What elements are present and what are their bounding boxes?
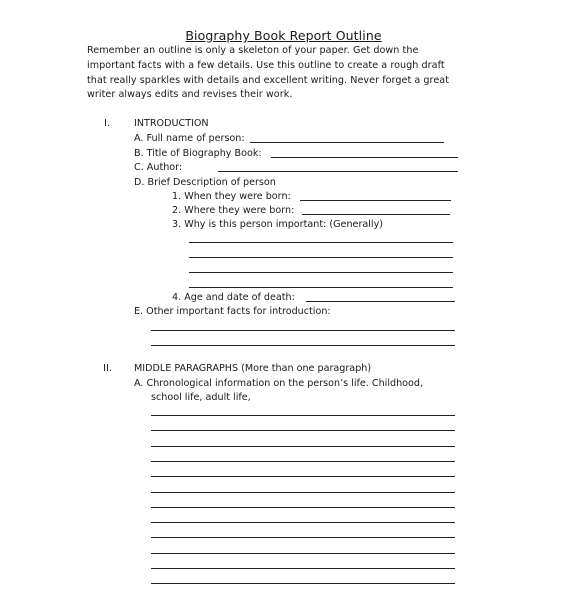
middle-paragraph-blank[interactable] xyxy=(151,568,455,569)
born-where-blank[interactable] xyxy=(302,214,450,215)
importance-blank[interactable] xyxy=(189,272,453,273)
born-when-blank[interactable] xyxy=(300,200,451,201)
item-author-label: C. Author: xyxy=(134,162,183,173)
section-1-heading: INTRODUCTION xyxy=(134,118,209,129)
middle-paragraph-blank[interactable] xyxy=(151,522,455,523)
intro-line: Remember an outline is only a skeleton of your paper. Get down the xyxy=(87,45,419,56)
item-born-where-label: 2. Where they were born: xyxy=(172,205,295,216)
item-importance-label: 3. Why is this person important: (Generally) xyxy=(172,219,384,230)
middle-paragraph-blank[interactable] xyxy=(151,415,455,416)
importance-blank[interactable] xyxy=(189,242,453,243)
middle-paragraph-blank[interactable] xyxy=(151,476,455,477)
intro-line: important facts with a few details. Use this outline to create a rough draft xyxy=(87,59,445,71)
item-chronological-label-cont: school life, adult life, xyxy=(151,392,251,403)
death-blank[interactable] xyxy=(306,301,455,302)
middle-paragraph-blank[interactable] xyxy=(151,461,455,462)
intro-paragraph xyxy=(87,44,487,103)
middle-paragraph-blank[interactable] xyxy=(151,446,455,447)
importance-blank[interactable] xyxy=(189,287,453,288)
middle-paragraph-blank[interactable] xyxy=(151,553,455,554)
item-death-label: 4. Age and date of death: xyxy=(172,292,295,303)
item-full-name-label: A. Full name of person: xyxy=(134,133,245,144)
author-blank[interactable] xyxy=(218,171,458,172)
section-1-numeral: I. xyxy=(104,118,111,129)
item-chronological-label: A. Chronological information on the person’s life. Childhood, xyxy=(134,378,424,389)
middle-paragraph-blank[interactable] xyxy=(151,430,455,431)
intro-line: that really sparkles with details and excellent writing. Never forget a great xyxy=(87,74,450,86)
intro-line: writer always edits and revises their work. xyxy=(87,89,293,101)
other-facts-blank[interactable] xyxy=(151,330,455,331)
item-description-label: D. Brief Description of person xyxy=(134,177,276,188)
item-born-when-label: 1. When they were born: xyxy=(172,191,291,202)
document-title: Biography Book Report Outline xyxy=(185,28,382,43)
importance-blank[interactable] xyxy=(189,257,453,258)
book-title-blank[interactable] xyxy=(271,157,458,158)
item-book-title-label: B. Title of Biography Book: xyxy=(134,148,262,159)
section-2-heading: MIDDLE PARAGRAPHS (More than one paragraph) xyxy=(134,363,372,374)
middle-paragraph-blank[interactable] xyxy=(151,507,455,508)
other-facts-blank[interactable] xyxy=(151,345,455,346)
middle-paragraph-blank[interactable] xyxy=(151,537,455,538)
section-2-numeral: II. xyxy=(103,363,113,374)
middle-paragraph-blank[interactable] xyxy=(151,492,455,493)
middle-paragraph-blank[interactable] xyxy=(151,583,455,584)
full-name-blank[interactable] xyxy=(250,142,444,143)
item-other-facts-label: E. Other important facts for introduction: xyxy=(134,306,331,317)
